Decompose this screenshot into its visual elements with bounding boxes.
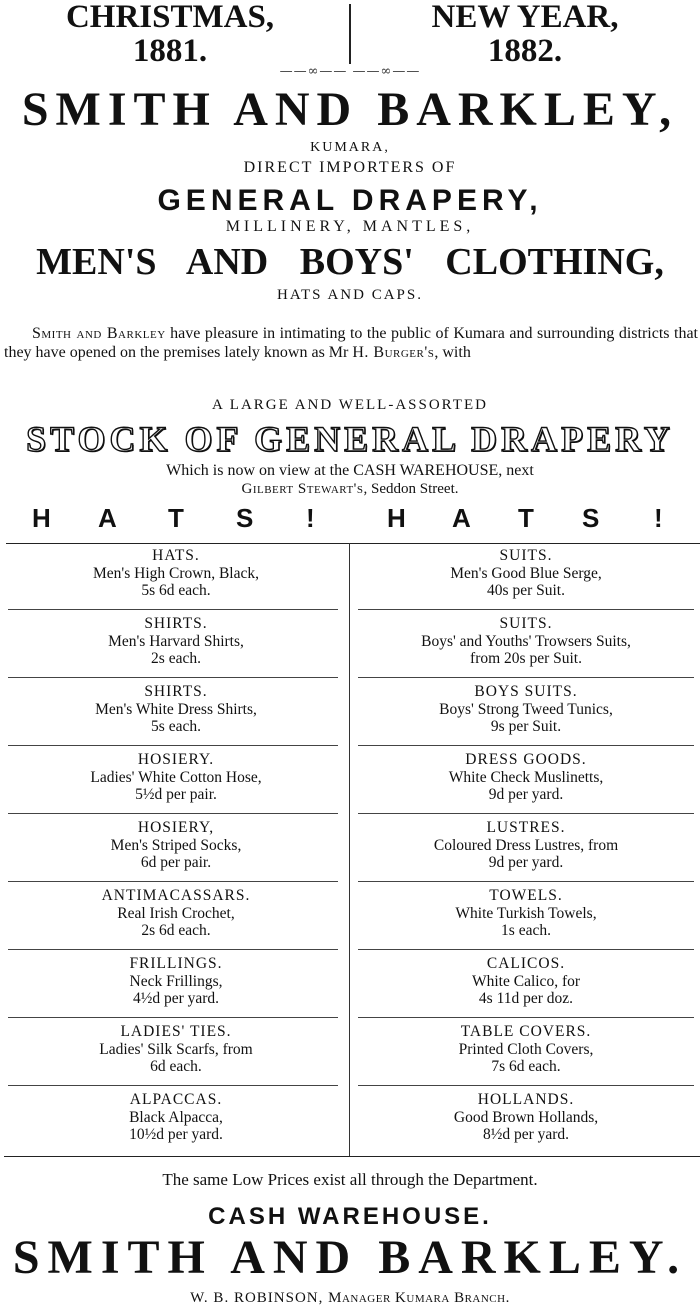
price-entry-title: HOLLANDS. xyxy=(477,1091,575,1108)
low-prices-note: The same Low Prices exist all through the Department. xyxy=(162,1170,538,1189)
entry-separator xyxy=(358,677,694,678)
price-entry-description: Coloured Dress Lustres, from xyxy=(433,836,619,854)
price-entry-title: TOWELS. xyxy=(489,887,563,904)
grid-top-rule xyxy=(6,543,700,544)
stock-intro-line: A LARGE AND WELL-ASSORTED xyxy=(212,397,488,413)
masthead-right-year: 1882. xyxy=(487,33,563,69)
grid-bottom-rule xyxy=(4,1156,700,1157)
entry-separator xyxy=(358,881,694,882)
price-entry xyxy=(8,819,344,872)
hats-banner-letter: T xyxy=(168,503,184,533)
entry-separator xyxy=(8,1017,338,1018)
price-entry xyxy=(358,615,694,668)
entry-separator xyxy=(8,745,338,746)
price-entry-title: HOSIERY, xyxy=(137,819,215,836)
firm-name-heading: SMITH AND BARKLEY, xyxy=(21,83,679,136)
price-entry-description: Men's High Crown, Black, xyxy=(93,564,259,582)
hats-banner-letter: A xyxy=(98,503,117,533)
price-entry-price: 8½d per yard. xyxy=(482,1126,570,1143)
price-entry-price: 5½d per pair. xyxy=(135,786,217,803)
general-drapery-heading: GENERAL DRAPERY, xyxy=(157,184,543,217)
masthead-left-year: 1881. xyxy=(132,33,208,69)
price-entry-price: 9s per Suit. xyxy=(490,718,562,735)
price-entry xyxy=(8,955,344,1008)
clothing-heading: MEN'S AND BOYS' CLOTHING, xyxy=(36,241,664,283)
price-entry-description: Men's Good Blue Serge, xyxy=(450,564,602,582)
price-entry-description: Men's White Dress Shirts, xyxy=(95,700,257,718)
masthead-right-title: NEW YEAR, xyxy=(431,0,619,35)
price-entry-description: Ladies' White Cotton Hose, xyxy=(90,768,262,786)
price-entry-description: Black Alpacca, xyxy=(129,1108,223,1126)
price-entry-title: SHIRTS. xyxy=(144,683,208,700)
stock-street: , Seddon Street. xyxy=(363,481,459,497)
price-entry xyxy=(358,887,694,940)
stock-heading: STOCK OF GENERAL DRAPERY xyxy=(26,419,674,459)
price-entry-title: CALICOS. xyxy=(486,955,566,972)
price-entry xyxy=(358,751,694,804)
hats-caps-line: HATS AND CAPS. xyxy=(277,287,423,303)
masthead-right xyxy=(355,0,695,68)
price-entry-description: Printed Cloth Covers, xyxy=(458,1040,594,1058)
price-entry-title: LADIES' TIES. xyxy=(120,1023,232,1040)
price-entry-title: ANTIMACASSARS. xyxy=(101,887,251,904)
entry-separator xyxy=(358,609,694,610)
hats-banner-letter: A xyxy=(452,503,471,533)
price-entry-price: 6d per pair. xyxy=(140,854,212,871)
price-entry-title: TABLE COVERS. xyxy=(460,1023,592,1040)
price-entry-price: 5s each. xyxy=(151,718,201,735)
hats-banner-letter: H xyxy=(387,503,406,533)
price-entry xyxy=(8,751,344,804)
masthead xyxy=(0,0,700,70)
stock-address-line xyxy=(0,481,700,498)
column-divider xyxy=(349,543,350,1156)
price-entry xyxy=(358,1023,694,1076)
price-entry-description: White Calico, for xyxy=(471,972,581,990)
manager-name: W. B. ROBINSON, xyxy=(190,1290,324,1306)
price-entry-price: 9d per yard. xyxy=(488,786,564,803)
entry-separator xyxy=(8,813,338,814)
price-entry xyxy=(8,683,344,736)
price-entry-price: 10½d per yard. xyxy=(129,1126,223,1143)
price-entry xyxy=(358,819,694,872)
price-entry xyxy=(8,547,344,600)
stock-neighbour-name: Gilbert Stewart's xyxy=(241,481,364,497)
entry-separator xyxy=(8,677,338,678)
price-entry-description: Neck Frillings, xyxy=(129,972,223,990)
hats-banner-letter: H xyxy=(32,503,51,533)
price-entry-description: Ladies' Silk Scarfs, from xyxy=(99,1040,253,1058)
masthead-left-title: CHRISTMAS, xyxy=(65,0,275,35)
intro-tail: , with xyxy=(434,344,471,361)
price-entry-price: 2s each. xyxy=(151,650,201,667)
price-entry-price: 5s 6d each. xyxy=(141,582,211,599)
masthead-left xyxy=(0,0,340,68)
entry-separator xyxy=(358,1085,694,1086)
price-entry-title: SHIRTS. xyxy=(144,615,208,632)
firm-town: KUMARA, xyxy=(310,140,390,155)
price-entry-title: FRILLINGS. xyxy=(129,955,223,972)
entry-separator xyxy=(358,949,694,950)
price-entry-title: BOYS SUITS. xyxy=(474,683,578,700)
manager-line xyxy=(0,1290,700,1307)
hats-banner-letter: S xyxy=(236,503,254,533)
price-entry-description: White Turkish Towels, xyxy=(455,904,597,922)
price-entry-title: SUITS. xyxy=(499,547,553,564)
price-entry xyxy=(358,683,694,736)
price-entry-description: Real Irish Crochet, xyxy=(117,904,235,922)
intro-paragraph xyxy=(4,324,698,362)
intro-text: have pleasure in intimating to the public of Kumara and surrounding districts that they have opened on the premises lately known as Mr xyxy=(4,325,699,361)
price-entry-price: 9d per yard. xyxy=(488,854,564,871)
cash-warehouse-heading: CASH WAREHOUSE. xyxy=(208,1203,492,1230)
price-entry xyxy=(8,887,344,940)
price-entry-title: HATS. xyxy=(152,547,200,564)
price-entry-description: Boys' and Youths' Trowsers Suits, xyxy=(421,632,631,650)
hats-banner-letter: ! xyxy=(306,503,315,533)
price-entry xyxy=(8,615,344,668)
price-entry-description: Men's Harvard Shirts, xyxy=(108,632,244,650)
entry-separator xyxy=(358,813,694,814)
price-entry-title: ALPACCAS. xyxy=(129,1091,223,1108)
price-entry-price: 1s each. xyxy=(501,922,551,939)
millinery-line: MILLINERY, MANTLES, xyxy=(225,218,475,235)
entry-separator xyxy=(8,881,338,882)
price-entry-price: 6d each. xyxy=(150,1058,202,1075)
flourish-ornament: ——∞—— ——∞—— xyxy=(279,64,421,79)
hats-banner-letter: S xyxy=(582,503,600,533)
price-entry-title: SUITS. xyxy=(499,615,553,632)
stock-view-line: Which is now on view at the CASH WAREHOUSE, next xyxy=(166,462,534,479)
intro-lead: Smith and Barkley xyxy=(32,325,166,342)
price-entry xyxy=(8,1091,344,1144)
price-entry-description: Men's Striped Socks, xyxy=(110,836,242,854)
price-entry-description: Boys' Strong Tweed Tunics, xyxy=(439,700,613,718)
price-entry xyxy=(358,955,694,1008)
price-entry-price: 4s 11d per doz. xyxy=(478,990,574,1007)
price-entry-price: 2s 6d each. xyxy=(141,922,211,939)
entry-separator xyxy=(358,745,694,746)
hats-banner-letter: T xyxy=(518,503,534,533)
price-entry xyxy=(8,1023,344,1076)
firm-name-footer: SMITH AND BARKLEY. xyxy=(12,1231,688,1284)
price-entry-title: HOSIERY. xyxy=(137,751,215,768)
price-entry-price: from 20s per Suit. xyxy=(470,650,582,667)
price-entry-description: Good Brown Hollands, xyxy=(453,1108,599,1126)
price-entry xyxy=(358,547,694,600)
entry-separator xyxy=(8,949,338,950)
price-entry-price: 7s 6d each. xyxy=(491,1058,561,1075)
price-entry-title: DRESS GOODS. xyxy=(465,751,587,768)
hats-banner-letter: ! xyxy=(654,503,663,533)
manager-role: Manager Kumara Branch. xyxy=(328,1290,510,1306)
intro-previous-owner: H. Burger's xyxy=(352,344,435,361)
entry-separator xyxy=(8,1085,338,1086)
price-entry-description: White Check Muslinetts, xyxy=(448,768,604,786)
price-entry-price: 40s per Suit. xyxy=(487,582,565,599)
price-entry-title: LUSTRES. xyxy=(486,819,566,836)
entry-separator xyxy=(358,1017,694,1018)
price-entry-price: 4½d per yard. xyxy=(132,990,220,1007)
masthead-divider xyxy=(349,4,351,64)
price-entry xyxy=(358,1091,694,1144)
firm-tagline: DIRECT IMPORTERS OF xyxy=(243,159,457,176)
entry-separator xyxy=(8,609,338,610)
hats-banner xyxy=(0,503,700,533)
